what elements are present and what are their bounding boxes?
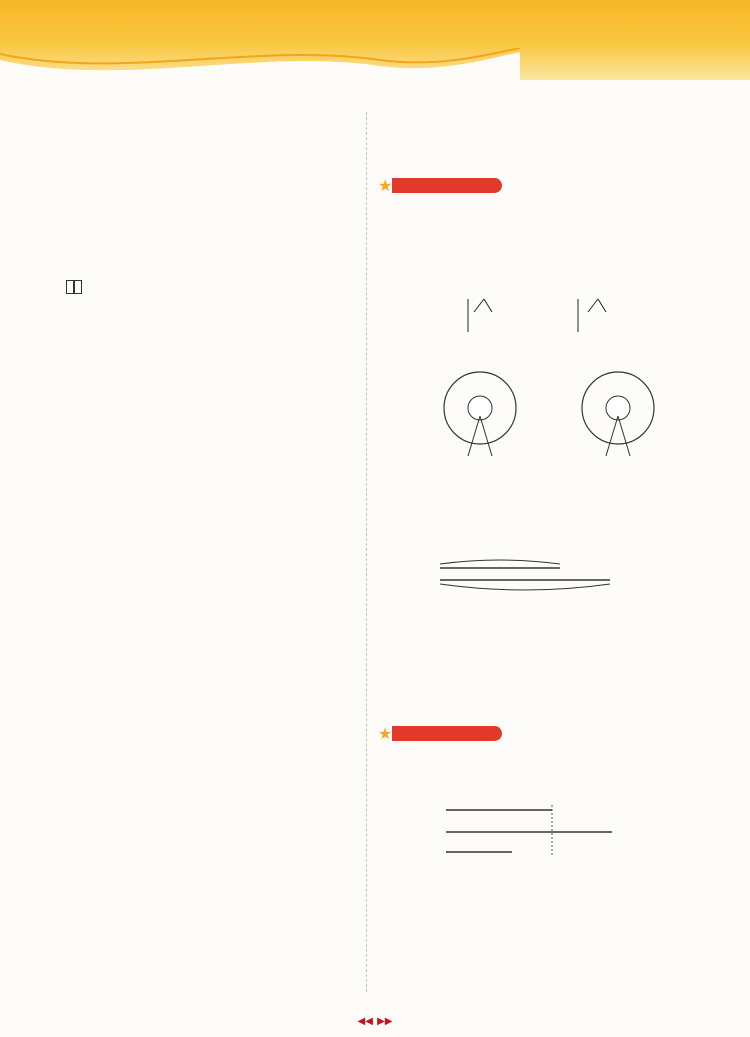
notice-place-box (74, 280, 82, 294)
notice-time-box (66, 280, 74, 294)
brace-top (440, 560, 560, 564)
q5-1-answer (38, 118, 358, 134)
column-divider (366, 112, 367, 992)
split-line (474, 299, 484, 312)
q3-2-analysis (38, 263, 358, 279)
q3-3-analysis (38, 311, 358, 327)
r-q3-2-answer (378, 494, 708, 510)
split-line (588, 299, 598, 312)
section-label (392, 178, 502, 193)
watermark-logo (598, 962, 738, 1030)
q2-2-analysis (38, 198, 358, 214)
q2-2-answer (38, 182, 358, 198)
ferris-wheel-a (444, 372, 516, 456)
section-ribbon-practice (378, 176, 538, 194)
r-q1-answer (378, 196, 708, 212)
brace-bottom (440, 584, 610, 590)
r-q3-2-analysis (378, 511, 708, 527)
q3-1-answer (38, 215, 358, 231)
star-icon: ★ (378, 176, 393, 195)
page-header (0, 0, 750, 80)
ferris-wheel-b (582, 372, 654, 456)
left-column (38, 118, 358, 327)
q5-1-analysis (38, 134, 358, 150)
q3-2-answer (38, 247, 358, 263)
rope-line-diagram (412, 801, 672, 869)
split-line (484, 299, 492, 312)
line-segment-diagram-points (430, 548, 630, 608)
q2-1-answer (38, 150, 358, 166)
q3-1-analysis (38, 231, 358, 247)
r-q1-analysis (378, 212, 708, 228)
next-arrows-icon: ▶▶ (377, 1016, 393, 1027)
fig1-spacer (378, 228, 708, 290)
star-icon: ★ (378, 724, 393, 743)
prev-arrows-icon: ◀◀ (357, 1016, 373, 1027)
header-book-info (684, 44, 730, 60)
header-wave-decoration (0, 48, 520, 88)
split-line (598, 299, 606, 312)
ferris-wheels (418, 356, 718, 460)
q3-3-answer (38, 295, 358, 311)
split-diagrams (440, 284, 680, 344)
q2-1-analysis (38, 166, 358, 182)
section-ribbon-challenge (378, 724, 538, 742)
section-label (392, 726, 502, 741)
boxed-notice-line (38, 279, 358, 295)
